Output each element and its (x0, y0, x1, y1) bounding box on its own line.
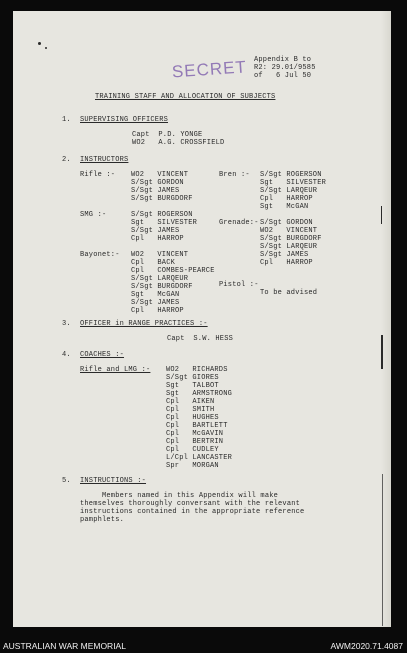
instruction-line: Members named in this Appendix will make (80, 492, 279, 500)
grenade-instructor: S/Sgt LARQEUR (260, 243, 318, 251)
rifle-instructor: S/Sgt BURGDORF (131, 195, 193, 203)
coach: Cpl BERTRIN (166, 438, 224, 446)
coach: Cpl McGAVIN (166, 430, 224, 438)
archive-footer (0, 638, 407, 653)
bayonet-instructor: Sgt McGAN (131, 291, 180, 299)
document-title: TRAINING STAFF AND ALLOCATION OF SUBJECTS (95, 93, 276, 101)
bren-label: Bren :- (219, 171, 250, 179)
bren-instructor: Cpl HARROP (260, 195, 313, 203)
bren-instructor: S/Sgt ROGERSON (260, 171, 322, 179)
appendix-line-2: R2: 29.01/9585 (254, 64, 316, 72)
section-4-number: 4. (62, 351, 71, 359)
bayonet-label: Bayonet:- (80, 251, 120, 259)
margin-mark (381, 335, 383, 369)
bayonet-instructor: Cpl HARROP (131, 307, 184, 315)
section-5-number: 5. (62, 477, 71, 485)
smg-instructor: S/Sgt ROGERSON (131, 211, 193, 219)
coach: S/Sgt GIORES (166, 374, 219, 382)
pistol-label: Pistol :- (219, 281, 259, 289)
bayonet-instructor: WO2 VINCENT (131, 251, 189, 259)
rifle-instructor: S/Sgt JAMES (131, 187, 180, 195)
grenade-instructor: Cpl HARROP (260, 259, 313, 267)
section-2-heading: INSTRUCTORS (80, 156, 129, 164)
coach: Sgt ARMSTRONG (166, 390, 233, 398)
appendix-line-1: Appendix B to (254, 56, 312, 64)
footer-accession-number: AWM2020.71.4087 (330, 641, 403, 651)
bren-instructor: Sgt McGAN (260, 203, 309, 211)
instruction-line: themselves thoroughly conversant with the relevant (80, 500, 301, 508)
grenade-instructor: S/Sgt JAMES (260, 251, 309, 259)
rifle-label: Rifle :- (80, 171, 116, 179)
section-2-number: 2. (62, 156, 71, 164)
document-page (13, 11, 391, 627)
smg-label: SMG :- (80, 211, 107, 219)
section-1-heading: SUPERVISING OFFICERS (80, 116, 169, 124)
coach: WO2 RICHARDS (166, 366, 228, 374)
bayonet-instructor: Cpl COMBES-PEARCE (131, 267, 215, 275)
coach: Cpl SMITH (166, 406, 215, 414)
supervising-officer-1: Capt P.D. YONGE (132, 131, 203, 139)
bren-instructor: Sgt SILVESTER (260, 179, 327, 187)
bayonet-instructor: S/Sgt LARQEUR (131, 275, 189, 283)
coach: Cpl HUGHES (166, 414, 219, 422)
grenade-instructor: WO2 VINCENT (260, 227, 318, 235)
section-3-heading: OFFICER in RANGE PRACTICES :- (80, 320, 208, 328)
margin-mark (382, 474, 383, 626)
supervising-officer-2: WO2 A.G. CROSSFIELD (132, 139, 225, 147)
smg-instructor: Cpl HARROP (131, 235, 184, 243)
ink-dot (45, 47, 47, 49)
smg-instructor: Sgt SILVESTER (131, 219, 198, 227)
pistol-value: To be advised (260, 289, 318, 297)
coach: Spr MORGAN (166, 462, 219, 470)
grenade-instructor: S/Sgt GORDON (260, 219, 313, 227)
bren-instructor: S/Sgt LARQEUR (260, 187, 318, 195)
coach: Cpl CUDLEY (166, 446, 219, 454)
coach: L/Cpl LANCASTER (166, 454, 233, 462)
grenade-instructor: S/Sgt BURGDORF (260, 235, 322, 243)
section-1-number: 1. (62, 116, 71, 124)
instruction-line: instructions contained in the appropriate reference (80, 508, 305, 516)
secret-stamp: SECRET (171, 57, 248, 82)
appendix-line-3: of 6 Jul 50 (254, 72, 312, 80)
bayonet-instructor: Cpl BACK (131, 259, 176, 267)
appendix-reference (254, 56, 316, 80)
footer-institution: AUSTRALIAN WAR MEMORIAL (3, 641, 126, 651)
coaches-subheading: Rifle and LMG :- (80, 366, 151, 374)
instruction-line: pamphlets. (80, 516, 125, 524)
smg-instructor: S/Sgt JAMES (131, 227, 180, 235)
bayonet-instructor: S/Sgt BURGDORF (131, 283, 193, 291)
rifle-instructor: WO2 VINCENT (131, 171, 189, 179)
coach: Sgt TALBOT (166, 382, 219, 390)
coach: Cpl AIKEN (166, 398, 215, 406)
section-3-number: 3. (62, 320, 71, 328)
section-5-heading: INSTRUCTIONS :- (80, 477, 147, 485)
rifle-instructor: S/Sgt GORDON (131, 179, 184, 187)
margin-mark (381, 206, 382, 224)
ink-dot (38, 42, 41, 45)
coach: Cpl BARTLETT (166, 422, 228, 430)
bayonet-instructor: S/Sgt JAMES (131, 299, 180, 307)
range-officer: Capt S.W. HESS (167, 335, 234, 343)
grenade-label: Grenade:- (219, 219, 259, 227)
section-4-heading: COACHES :- (80, 351, 125, 359)
